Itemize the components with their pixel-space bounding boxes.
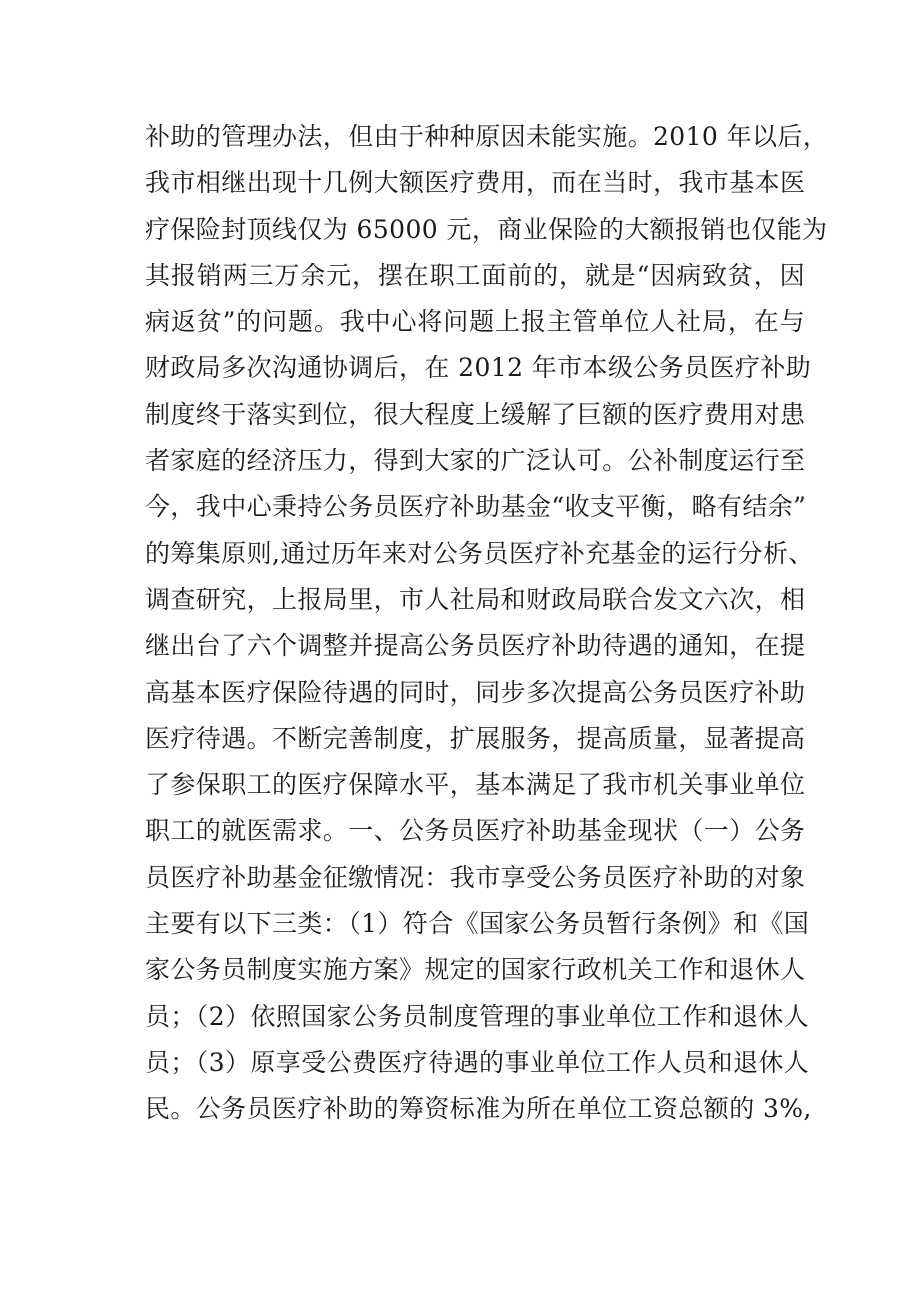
text-line-19: 家公务员制度实施方案》规定的国家行政机关工作和退休人 [145,955,806,985]
text-line-20: 员；（2）依照国家公务员制度管理的事业单位工作和退休人 [145,1001,810,1031]
text-line-4: 其报销两三万余元，摆在职工面前的，就是“因病致贫，因 [145,260,805,290]
text-line-6: 财政局多次沟通协调后，在 2012 年市本级公务员医疗补助 [145,353,812,383]
text-line-15: 了参保职工的医疗保障水平，基本满足了我市机关事业单位 [145,770,806,800]
text-line-11: 调查研究，上报局里，市人社局和财政局联合发文六次，相 [145,584,806,614]
text-line-10: 的筹集原则,通过历年来对公务员医疗补充基金的运行分析、 [145,538,814,568]
text-line-14: 医疗待遇。不断完善制度，扩展服务，提高质量，显著提高 [145,723,806,753]
text-line-18: 主要有以下三类：（1）符合《国家公务员暂行条例》和《国 [145,909,810,939]
text-line-22: 民。公务员医疗补助的筹资标准为所在单位工资总额的 3%, [145,1094,812,1124]
text-line-21: 员；（3）原享受公费医疗待遇的事业单位工作人员和退休人 [145,1047,810,1077]
body-paragraph [145,114,829,1133]
text-line-12: 继出台了六个调整并提高公务员医疗补助待遇的通知，在提 [145,631,806,661]
text-line-3: 疗保险封顶线仅为 65000 元，商业保险的大额报销也仅能为 [145,214,828,244]
text-line-2: 我市相继出现十几例大额医疗费用，而在当时，我市基本医 [145,168,806,198]
text-line-13: 高基本医疗保险待遇的同时，同步多次提高公务员医疗补助 [145,677,806,707]
text-line-9: 今，我中心秉持公务员医疗补助基金“收支平衡，略有结余” [145,492,807,522]
text-line-5: 病返贫”的问题。我中心将问题上报主管单位人社局，在与 [145,307,805,337]
text-line-7: 制度终于落实到位，很大程度上缓解了巨额的医疗费用对患 [145,399,806,429]
text-line-1: 补助的管理办法，但由于种种原因未能实施。2010 年以后， [145,122,829,151]
text-line-16: 职工的就医需求。一、公务员医疗补助基金现状（一）公务 [145,816,806,846]
text-line-17: 员医疗补助基金征缴情况：我市享受公务员医疗补助的对象 [145,862,806,892]
text-line-8: 者家庭的经济压力，得到大家的广泛认可。公补制度运行至 [145,446,806,476]
